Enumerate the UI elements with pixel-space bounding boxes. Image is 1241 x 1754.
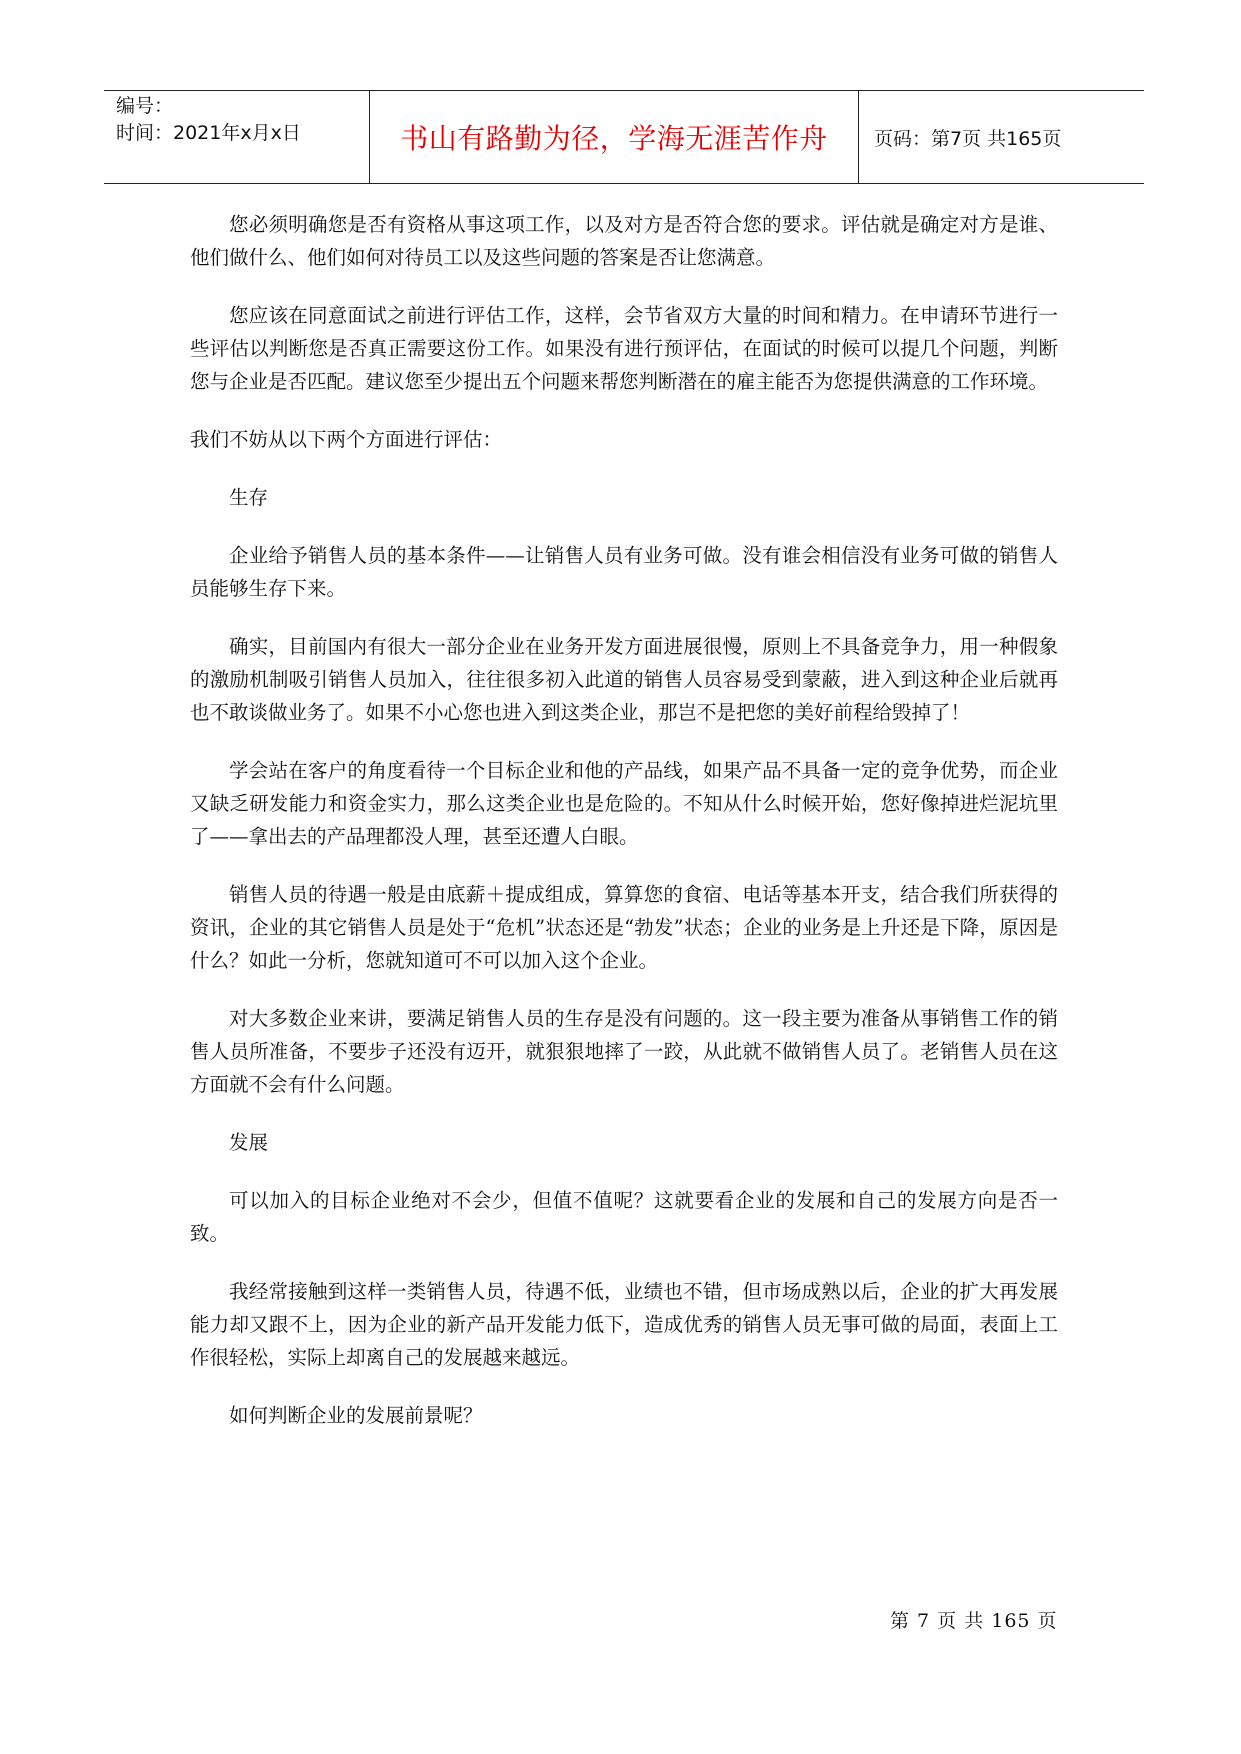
header-motto: 书山有路勤为径，学海无涯苦作舟 — [400, 122, 828, 155]
paragraph: 我们不妨从以下两个方面进行评估： — [190, 428, 503, 451]
header-divider — [858, 91, 859, 183]
paragraph: 如何判断企业的发展前景呢？ — [229, 1404, 483, 1427]
paragraph: 您应该在同意面试之前进行评估工作，这样，会节省双方大量的时间和精力。在申请环节进行一些评估以判断您是否真正需要这份工作。如果没有进行预评估，在面试的时候可以提几个问题，判断您与企业是否匹配。建议您至少提出五个问题来帮您判断潜在的雇主能否为您提供满意的工作环境。 — [190, 304, 1058, 393]
document-body — [190, 208, 1058, 1457]
header-divider — [369, 91, 370, 183]
paragraph: 确实，目前国内有很大一部分企业在业务开发方面进展很慢，原则上不具备竞争力，用一种假象的激励机制吸引销售人员加入，往往很多初入此道的销售人员容易受到蒙蔽，进入到这种企业后就再也不敢谈做业务了。如果不小心您也进入到这类企业，那岂不是把您的美好前程给毁掉了！ — [190, 635, 1058, 724]
header-info — [116, 93, 361, 147]
section-heading: 发展 — [229, 1131, 269, 1154]
header-page-number: 页码：第7页 共165页 — [874, 127, 1062, 150]
section-heading: 生存 — [229, 486, 269, 509]
page-footer: 第 7 页 共 165 页 — [890, 1610, 1058, 1632]
document-time-label: 时间：2021年x月x日 — [116, 122, 301, 144]
document-number-label: 编号： — [116, 95, 174, 117]
paragraph: 对大多数企业来讲，要满足销售人员的生存是没有问题的。这一段主要为准备从事销售工作的销售人员所准备，不要步子还没有迈开，就狠狠地摔了一跤，从此就不做销售人员了。老销售人员在这方面就不会有什么问题。 — [190, 1007, 1058, 1096]
paragraph: 可以加入的目标企业绝对不会少，但值不值呢？这就要看企业的发展和自己的发展方向是否一致。 — [190, 1189, 1058, 1245]
page-header — [104, 90, 1144, 184]
paragraph: 您必须明确您是否有资格从事这项工作，以及对方是否符合您的要求。评估就是确定对方是谁、他们做什么、他们如何对待员工以及这些问题的答案是否让您满意。 — [190, 213, 1058, 269]
paragraph: 我经常接触到这样一类销售人员，待遇不低，业绩也不错，但市场成熟以后，企业的扩大再发展能力却又跟不上，因为企业的新产品开发能力低下，造成优秀的销售人员无事可做的局面，表面上工作很轻松，实际上却离自己的发展越来越远。 — [190, 1280, 1058, 1369]
paragraph: 企业给予销售人员的基本条件——让销售人员有业务可做。没有谁会相信没有业务可做的销售人员能够生存下来。 — [190, 544, 1058, 600]
paragraph: 销售人员的待遇一般是由底薪＋提成组成，算算您的食宿、电话等基本开支，结合我们所获得的资讯，企业的其它销售人员是处于“危机”状态还是“勃发”状态；企业的业务是上升还是下降，原因是什么？如此一分析，您就知道可不可以加入这个企业。 — [190, 883, 1058, 972]
paragraph: 学会站在客户的角度看待一个目标企业和他的产品线，如果产品不具备一定的竞争优势，而企业又缺乏研发能力和资金实力，那么这类企业也是危险的。不知从什么时候开始，您好像掉进烂泥坑里了——拿出去的产品理都没人理，甚至还遭人白眼。 — [190, 759, 1058, 848]
